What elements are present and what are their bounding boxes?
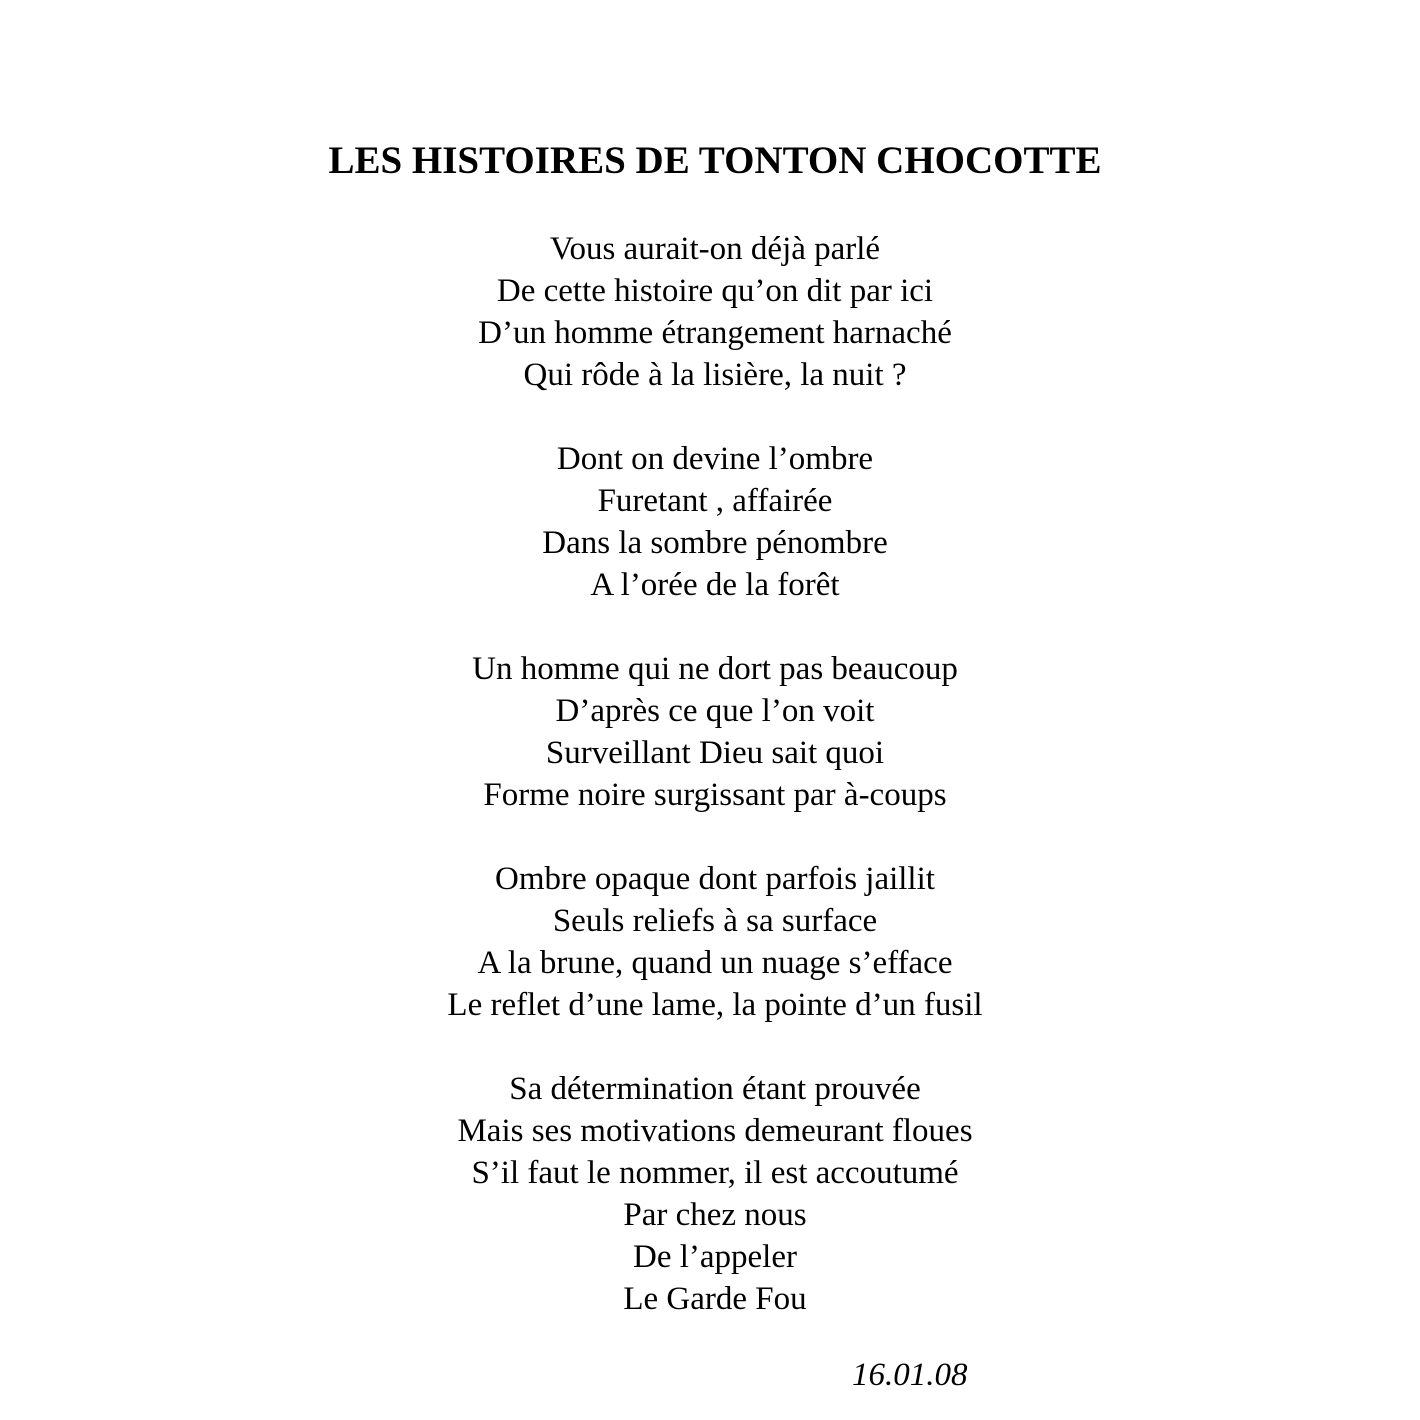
verse-line: A la brune, quand un nuage s’efface [477, 945, 953, 981]
verse-line: D’après ce que l’on voit [555, 693, 875, 729]
stanza-3 [0, 648, 1420, 816]
verse-line: Ombre opaque dont parfois jaillit [495, 861, 935, 897]
verse-line: Dont on devine l’ombre [556, 441, 874, 477]
verse-line: Par chez nous [623, 1197, 807, 1233]
stanza-2 [0, 438, 1420, 606]
verse-line: D’un homme étrangement harnaché [478, 315, 952, 351]
verse-line: Dans la sombre pénombre [542, 525, 888, 561]
verse-line: Furetant , affairée [597, 483, 833, 519]
verse-line: Un homme qui ne dort pas beaucoup [472, 651, 958, 687]
verse-line: A l’orée de la forêt [590, 567, 840, 603]
verse-line: Seuls reliefs à sa surface [552, 903, 878, 939]
stanza-4 [0, 858, 1420, 1026]
verse-line: Surveillant Dieu sait quoi [545, 735, 885, 771]
verse-line: Sa détermination étant prouvée [509, 1071, 921, 1107]
poem-title: LES HISTOIRES DE TONTON CHOCOTTE [328, 139, 1102, 182]
stanza-5 [0, 1068, 1420, 1320]
verse-line: Forme noire surgissant par à-coups [483, 777, 947, 813]
verse-line: De l’appeler [633, 1239, 797, 1275]
poem-date: 16.01.08 [852, 1357, 968, 1393]
poem-body [0, 228, 1420, 1362]
verse-line: Qui rôde à la lisière, la nuit ? [523, 357, 907, 393]
verse-line: S’il faut le nommer, il est accoutumé [471, 1155, 959, 1191]
stanza-1 [0, 228, 1420, 396]
verse-line: Vous aurait-on déjà parlé [549, 231, 881, 267]
verse-line: Mais ses motivations demeurant floues [457, 1113, 973, 1149]
verse-line: Le Garde Fou [623, 1281, 807, 1317]
verse-line: Le reflet d’une lame, la pointe d’un fusil [447, 987, 983, 1023]
verse-line: De cette histoire qu’on dit par ici [496, 273, 934, 309]
